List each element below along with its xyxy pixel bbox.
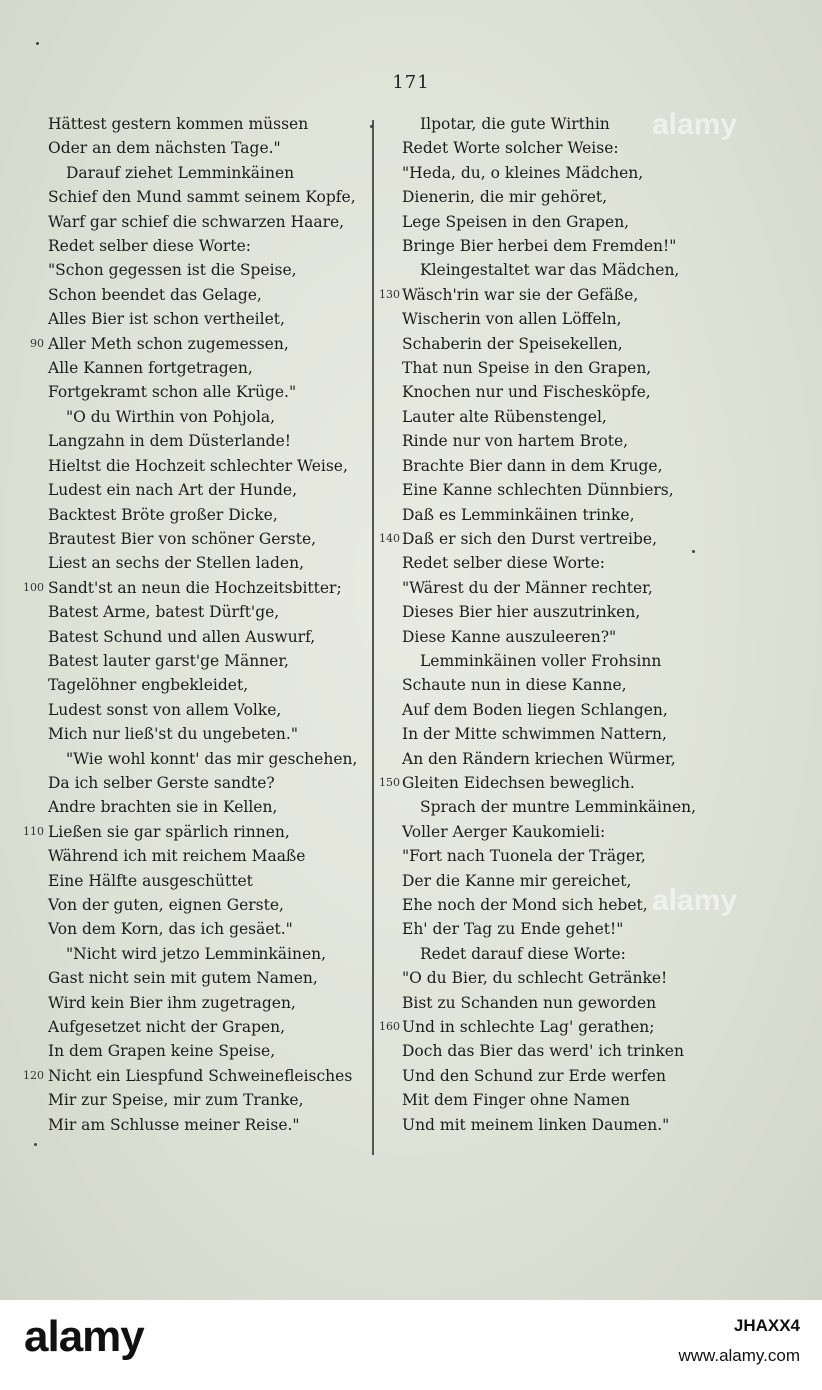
verse-text: "O du Wirthin von Pohjola, [66, 407, 276, 426]
verse-line [402, 210, 732, 234]
verse-text: In der Mitte schwimmen Nattern, [402, 725, 667, 744]
verse-line [48, 722, 368, 746]
verse-text: Knochen nur und Fischesköpfe, [402, 383, 651, 402]
brand-bar [0, 1300, 822, 1390]
line-number: 130 [379, 287, 400, 301]
speck-mark [36, 42, 39, 45]
verse-line [402, 356, 732, 380]
verse-line [48, 771, 368, 795]
verse-text: Lauter alte Rübenstengel, [402, 407, 607, 426]
verse-line [48, 698, 368, 722]
verse-line [379, 283, 732, 307]
verse-text: Tagelöhner engbekleidet, [48, 676, 249, 695]
verse-line [379, 771, 732, 795]
verse-line [48, 356, 368, 380]
verse-text: Ließen sie gar spärlich rinnen, [48, 822, 290, 841]
verse-text: Nicht ein Liespfund Schweinefleisches [48, 1066, 353, 1085]
verse-text: Redet darauf diese Worte: [420, 944, 626, 963]
verse-line [48, 600, 368, 624]
verse-text: "Wie wohl konnt' das mir geschehen, [66, 749, 358, 768]
verse-text: Sandt'st an neun die Hochzeitsbitter; [48, 578, 342, 597]
verse-line [402, 942, 732, 966]
verse-text: Daß es Lemminkäinen trinke, [402, 505, 635, 524]
speck-mark [370, 125, 373, 128]
verse-line [48, 966, 368, 990]
verse-text: Rinde nur von hartem Brote, [402, 432, 629, 451]
verse-text: Andre brachten sie in Kellen, [48, 798, 278, 817]
page-number: 171 [392, 72, 430, 93]
verse-text: Und mit meinem linken Daumen." [402, 1115, 670, 1134]
verse-line [402, 307, 732, 331]
verse-line [48, 478, 368, 502]
verse-line [402, 966, 732, 990]
verse-text: Ehe noch der Mond sich hebet, [402, 896, 648, 914]
verse-text: Während ich mit reichem Maaße [48, 847, 306, 866]
verse-text: Eine Kanne schlechten Dünnbiers, [402, 481, 674, 500]
verse-text: Mir am Schlusse meiner Reise." [48, 1115, 300, 1134]
line-number: 90 [30, 336, 44, 350]
verse-text: Langzahn in dem Düsterlande! [48, 432, 292, 451]
verse-text: Warf gar schief die schwarzen Haare, [48, 212, 345, 231]
verse-line [48, 112, 368, 136]
verse-text: Eine Hälfte ausgeschüttet [48, 871, 253, 890]
verse-text: "O du Bier, du schlecht Getränke! [402, 969, 668, 988]
verse-line [402, 1039, 732, 1063]
verse-line [402, 844, 732, 868]
verse-line [402, 649, 732, 673]
verse-line [402, 1113, 732, 1137]
image-id: JHAXX4 [733, 1316, 800, 1335]
verse-line [48, 405, 368, 429]
verse-text: Schief den Mund sammt seinem Kopfe, [48, 188, 356, 207]
verse-line [48, 210, 368, 234]
verse-line [402, 917, 732, 941]
column-divider [372, 120, 374, 1155]
verse-line [48, 747, 368, 771]
verse-text: Liest an sechs der Stellen laden, [48, 554, 305, 573]
verse-line [48, 795, 368, 819]
verse-text: Und in schlechte Lag' gerathen; [402, 1018, 655, 1037]
verse-line [48, 649, 368, 673]
verse-line [48, 136, 368, 160]
verse-text: Sprach der muntre Lemminkäinen, [420, 798, 697, 817]
verse-line [402, 185, 732, 209]
verse-text: Mich nur ließ'st du ungebeten." [48, 725, 298, 744]
verse-line [48, 893, 368, 917]
verse-text: That nun Speise in den Grapen, [402, 359, 652, 378]
line-number: 120 [23, 1068, 44, 1082]
verse-text: Batest Schund und allen Auswurf, [48, 627, 316, 646]
verse-line [48, 673, 368, 697]
verse-text: Alles Bier ist schon vertheilet, [48, 310, 285, 329]
verse-line [402, 1088, 732, 1112]
verse-text: An den Rändern kriechen Würmer, [402, 749, 676, 768]
verse-text: "Heda, du, o kleines Mädchen, [402, 163, 644, 182]
verse-line [402, 820, 732, 844]
verse-line [402, 405, 732, 429]
verse-text: Brachte Bier dann in dem Kruge, [402, 456, 663, 475]
verse-line [402, 673, 732, 697]
site-url: www.alamy.com [678, 1346, 800, 1365]
verse-text: Wäsch'rin war sie der Gefäße, [402, 285, 639, 304]
verse-text: Batest lauter garst'ge Männer, [48, 651, 289, 670]
verse-line [48, 1088, 368, 1112]
verse-text: Kleingestaltet war das Mädchen, [420, 261, 680, 280]
verse-line [402, 795, 732, 819]
verse-text: "Nicht wird jetzo Lemminkäinen, [66, 944, 327, 963]
verse-line [48, 869, 368, 893]
line-number: 110 [23, 824, 44, 838]
verse-text: Darauf ziehet Lemminkäinen [66, 163, 295, 182]
watermark: alamy [652, 884, 738, 917]
verse-text: Auf dem Boden liegen Schlangen, [402, 700, 668, 719]
verse-line [402, 1064, 732, 1088]
verse-text: Dienerin, die mir gehöret, [402, 188, 608, 207]
speck-mark [34, 1143, 37, 1146]
verse-line [402, 576, 732, 600]
verse-text: Oder an dem nächsten Tage." [48, 139, 281, 158]
verse-text: Lemminkäinen voller Frohsinn [420, 651, 662, 670]
verse-text: Gast nicht sein mit gutem Namen, [48, 969, 318, 988]
verse-text: Doch das Bier das werd' ich trinken [402, 1042, 684, 1061]
verse-text: Schon beendet das Gelage, [48, 285, 262, 304]
verse-line [48, 307, 368, 331]
verse-line [48, 454, 368, 478]
verse-line [48, 625, 368, 649]
verse-line [402, 454, 732, 478]
verse-line [402, 258, 732, 282]
verse-text: "Wärest du der Männer rechter, [402, 578, 653, 597]
verse-line [402, 429, 732, 453]
verse-line [23, 1064, 368, 1088]
verse-line [48, 942, 368, 966]
verse-line [402, 380, 732, 404]
verse-text: Ludest ein nach Art der Hunde, [48, 481, 298, 500]
verse-line [402, 478, 732, 502]
verse-text: In dem Grapen keine Speise, [48, 1042, 276, 1061]
verse-text: Ludest sonst von allem Volke, [48, 700, 282, 719]
verse-text: Eh' der Tag zu Ende gehet!" [402, 920, 624, 939]
verse-text: Lege Speisen in den Grapen, [402, 212, 630, 231]
verse-text: Hieltst die Hochzeit schlechter Weise, [48, 456, 348, 475]
verse-text: Aufgesetzet nicht der Grapen, [48, 1018, 286, 1037]
line-number: 160 [379, 1020, 400, 1034]
verse-text: Brautest Bier von schöner Gerste, [48, 529, 317, 548]
verse-line [48, 283, 368, 307]
verse-line [402, 600, 732, 624]
verse-line [379, 527, 732, 551]
verse-line [402, 332, 732, 356]
line-number: 100 [23, 580, 44, 594]
verse-text: Wird kein Bier ihm zugetragen, [48, 993, 296, 1012]
verse-text: Daß er sich den Durst vertreibe, [402, 529, 658, 548]
line-number: 150 [379, 775, 400, 789]
watermark: alamy [652, 108, 738, 141]
verse-text: "Fort nach Tuonela der Träger, [402, 847, 646, 866]
verse-line [48, 258, 368, 282]
line-number: 140 [379, 531, 400, 545]
verse-text: Dieses Bier hier auszutrinken, [402, 603, 641, 622]
verse-text: Schaute nun in diese Kanne, [402, 676, 627, 695]
verse-text: Aller Meth schon zugemessen, [48, 334, 289, 353]
verse-line [402, 503, 732, 527]
verse-line [48, 1039, 368, 1063]
verse-text: Schaberin der Speisekellen, [402, 334, 623, 353]
verse-text: "Schon gegessen ist die Speise, [48, 261, 297, 280]
verse-line [48, 161, 368, 185]
verse-line [48, 1113, 368, 1137]
verse-text: Batest Arme, batest Dürft'ge, [48, 603, 280, 622]
verse-line [48, 429, 368, 453]
verse-text: Redet Worte solcher Weise: [402, 139, 619, 158]
verse-text: Gleiten Eidechsen beweglich. [402, 773, 635, 792]
verse-line [48, 1015, 368, 1039]
verse-text: Redet selber diese Worte: [48, 237, 251, 256]
verse-line [48, 380, 368, 404]
verse-line [48, 844, 368, 868]
verse-text: Mit dem Finger ohne Namen [402, 1091, 630, 1110]
verse-line [402, 722, 732, 746]
verse-line [48, 991, 368, 1015]
verse-line [48, 185, 368, 209]
verse-text: Wischerin von allen Löffeln, [402, 310, 622, 329]
verse-line [23, 576, 368, 600]
verse-line [48, 503, 368, 527]
verse-text: Der die Kanne mir gereichet, [402, 871, 632, 890]
verse-text: Bringe Bier herbei dem Fremden!" [402, 237, 677, 256]
verse-text: Redet selber diese Worte: [402, 554, 605, 573]
verse-line [48, 917, 368, 941]
speck-mark [692, 550, 695, 553]
verse-text: Backtest Bröte großer Dicke, [48, 505, 278, 524]
verse-text: Von der guten, eignen Gerste, [48, 896, 284, 914]
verse-line [402, 747, 732, 771]
verse-line [48, 527, 368, 551]
right-column [379, 112, 732, 1137]
verse-text: Ilpotar, die gute Wirthin [420, 115, 610, 133]
left-column [23, 112, 368, 1137]
brand-logo: alamy [24, 1312, 144, 1361]
verse-line [402, 991, 732, 1015]
verse-line [402, 551, 732, 575]
verse-line [402, 234, 732, 258]
verse-line [402, 161, 732, 185]
verse-line [30, 332, 368, 356]
verse-text: Fortgekramt schon alle Krüge." [48, 383, 297, 402]
verse-text: Und den Schund zur Erde werfen [402, 1066, 666, 1085]
verse-line [48, 551, 368, 575]
verse-line [23, 820, 368, 844]
verse-line [48, 234, 368, 258]
verse-text: Da ich selber Gerste sandte? [48, 773, 275, 792]
verse-text: Hättest gestern kommen müssen [48, 115, 309, 133]
verse-text: Mir zur Speise, mir zum Tranke, [48, 1091, 304, 1110]
verse-line [402, 698, 732, 722]
verse-line [379, 1015, 732, 1039]
verse-text: Diese Kanne auszuleeren?" [402, 627, 617, 646]
verse-text: Voller Aerger Kaukomieli: [402, 822, 606, 841]
verse-text: Von dem Korn, das ich gesäet." [48, 920, 293, 939]
verse-text: Bist zu Schanden nun geworden [402, 993, 657, 1012]
verse-text: Alle Kannen fortgetragen, [48, 359, 253, 378]
verse-line [402, 625, 732, 649]
